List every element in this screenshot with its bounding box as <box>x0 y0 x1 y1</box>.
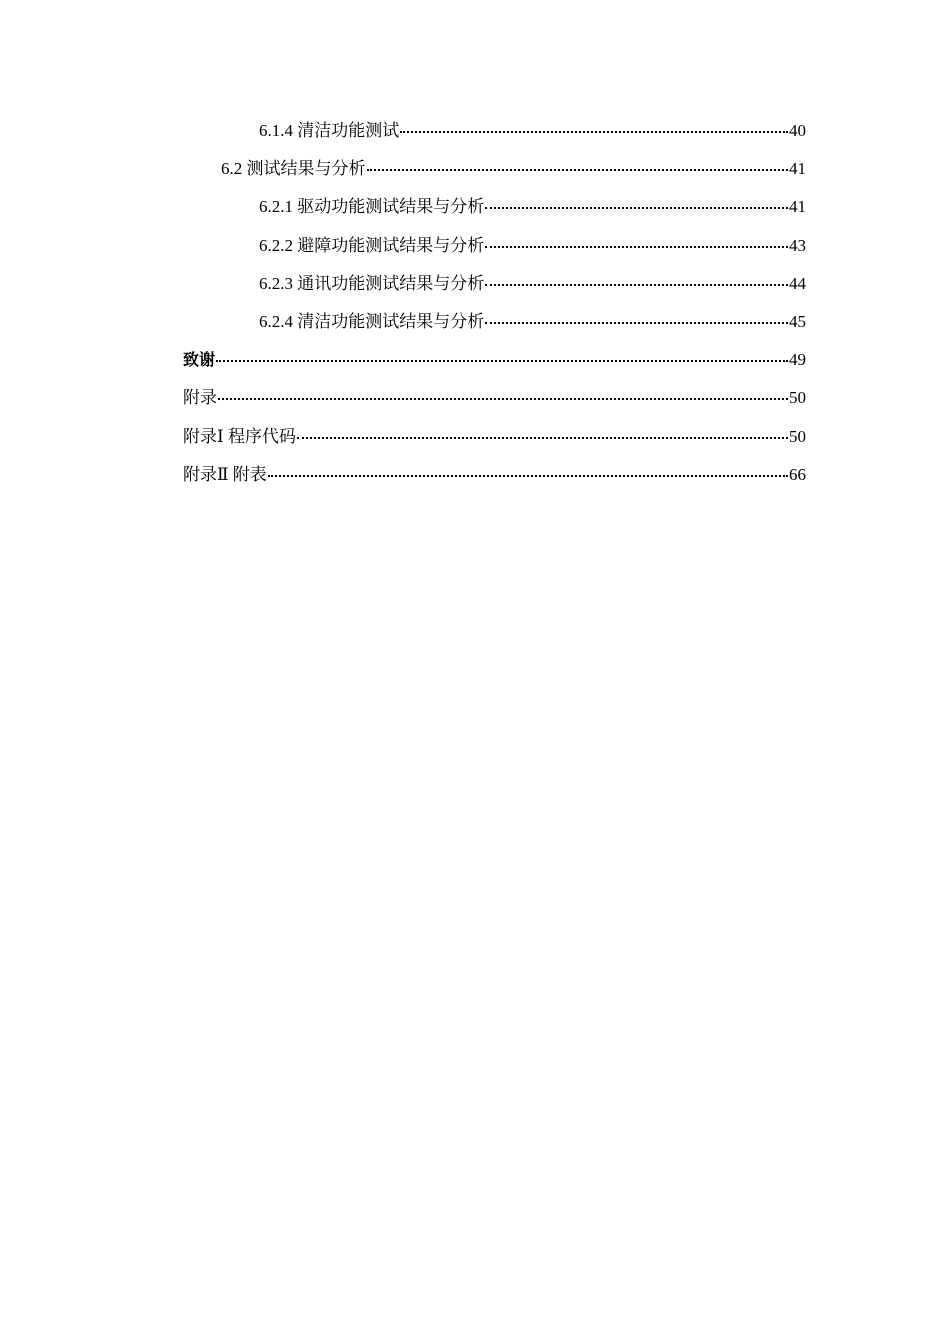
toc-entry-title: 致谢 <box>183 350 216 370</box>
toc-entry-title: 6.2.3 通讯功能测试结果与分析 <box>259 273 485 293</box>
dot-leader <box>485 321 788 324</box>
dot-leader <box>485 245 788 248</box>
dot-leader <box>367 168 789 171</box>
toc-entry-page: 44 <box>789 273 806 293</box>
toc-entry-title: 6.2.4 清洁功能测试结果与分析 <box>259 311 485 331</box>
toc-entry-appendix-2[interactable] <box>183 456 806 494</box>
toc-entry-page: 50 <box>789 426 806 446</box>
toc-entry-6-2-3[interactable] <box>183 265 806 303</box>
toc-entry-appendix[interactable] <box>183 379 806 417</box>
toc-entry-page: 50 <box>789 388 806 408</box>
dot-leader <box>297 436 788 439</box>
toc-entry-title: 附录Ⅱ 附表 <box>183 464 267 484</box>
toc-entry-title: 6.2 测试结果与分析 <box>221 159 366 179</box>
toc-entry-6-1-4[interactable] <box>183 112 806 150</box>
toc-entry-6-2-2[interactable] <box>183 227 806 265</box>
toc-entry-6-2[interactable] <box>183 150 806 188</box>
toc-entry-page: 40 <box>789 121 806 140</box>
dot-leader <box>485 283 788 286</box>
toc-entry-title: 6.2.2 避障功能测试结果与分析 <box>259 235 485 255</box>
toc-entry-acknowledgements[interactable] <box>183 341 806 379</box>
toc-entry-title: 6.1.4 清洁功能测试 <box>259 121 400 140</box>
toc-entry-title: 附录Ⅰ 程序代码 <box>183 426 296 446</box>
toc-entry-page: 43 <box>789 235 806 255</box>
toc-entry-page: 41 <box>789 159 806 179</box>
toc-entry-6-2-4[interactable] <box>183 303 806 341</box>
dot-leader <box>400 130 788 133</box>
toc-entry-page: 45 <box>789 311 806 331</box>
toc-entry-page: 49 <box>789 350 806 370</box>
table-of-contents <box>183 112 806 494</box>
toc-entry-6-2-1[interactable] <box>183 188 806 226</box>
dot-leader <box>216 359 788 362</box>
dot-leader <box>268 474 788 477</box>
dot-leader <box>218 397 788 400</box>
toc-entry-page: 66 <box>789 464 806 484</box>
dot-leader <box>485 206 788 209</box>
toc-entry-appendix-1[interactable] <box>183 418 806 456</box>
toc-entry-title: 6.2.1 驱动功能测试结果与分析 <box>259 197 485 217</box>
toc-entry-title: 附录 <box>183 388 217 408</box>
toc-entry-page: 41 <box>789 197 806 217</box>
